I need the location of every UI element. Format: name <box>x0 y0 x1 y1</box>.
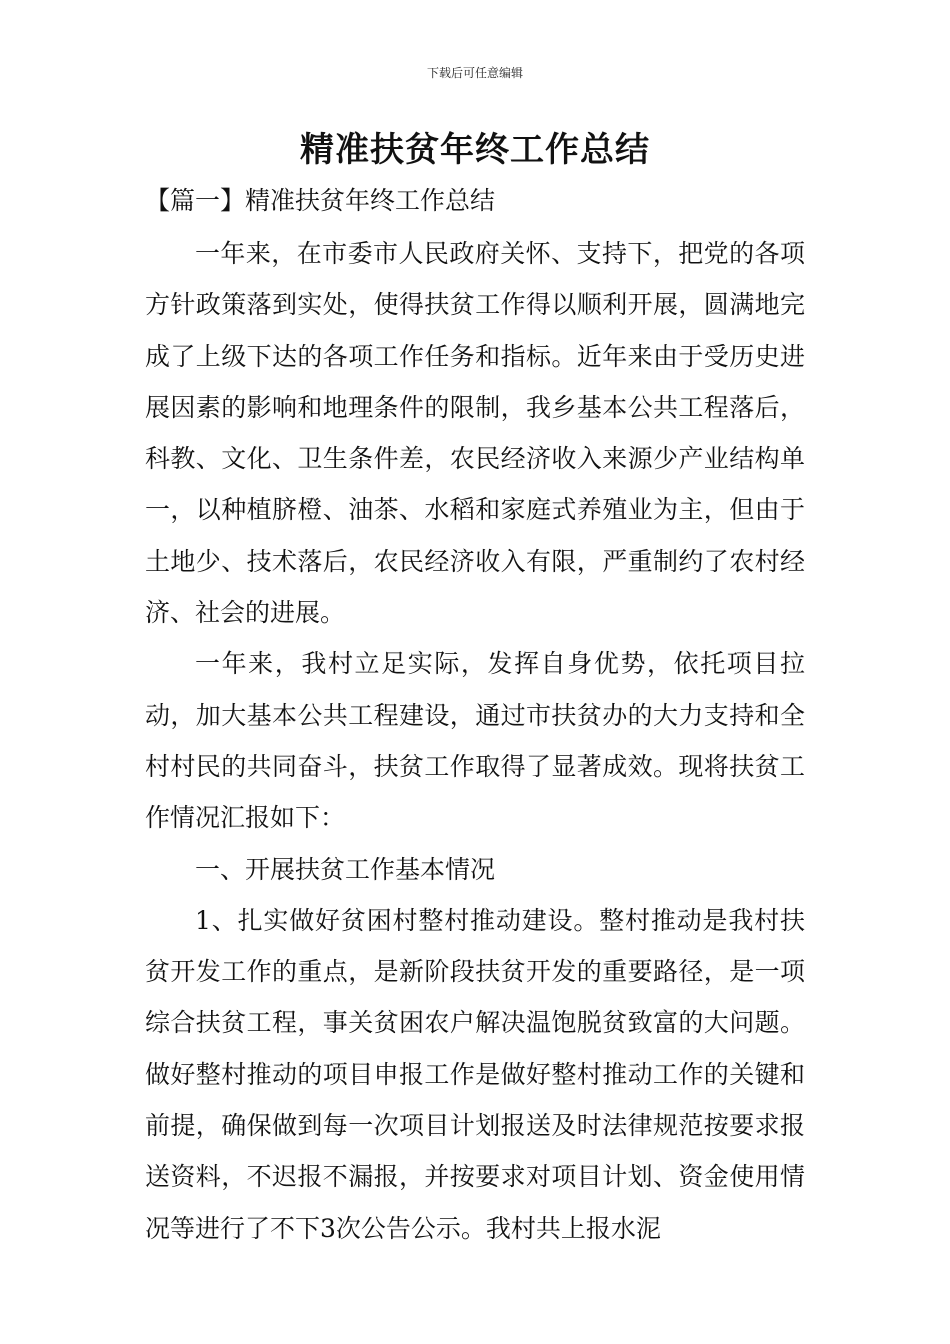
paragraph-intro: 一年来，在市委市人民政府关怀、支持下，把党的各项方针政策落到实处，使得扶贫工作得以顺利开展，圆满地完成了上级下达的各项工作任务和指标。近年来由于受历史进展因素的影响和地理条件的限制，我乡基本公共工程落后，科教、文化、卫生条件差，农民经济收入来源少产业结构单一，以种植脐橙、油茶、水稻和家庭式养殖业为主，但由于土地少、技术落后，农民经济收入有限，严重制约了农村经济、社会的进展。 <box>145 239 805 628</box>
paragraph-summary: 一年来，我村立足实际，发挥自身优势，依托项目拉动，加大基本公共工程建设，通过市扶贫办的大力支持和全村村民的共同奋斗，扶贫工作取得了显著成效。现将扶贫工作情况汇报如下： <box>145 649 805 833</box>
subheading-basic-situation: 一、开展扶贫工作基本情况 <box>195 854 496 884</box>
page-header-note: 下载后可任意编辑 <box>426 66 523 80</box>
paragraph-item-1: 1、扎实做好贫困村整村推动建设。整村推动是我村扶贫开发工作的重点，是新阶段扶贫开发的重要路径，是一项综合扶贫工程，事关贫困农户解决温饱脱贫致富的大问题。做好整村推动的项目申报工作是做好整村推动工作的关键和前提，确保做到每一次项目计划报送及时法律规范按要求报送资料，不迟报不漏报，并按要求对项目计划、资金使用情况等进行了不下3次公告公示。我村共上报水泥 <box>145 905 805 1243</box>
document-body <box>145 228 805 1254</box>
document-title: 精准扶贫年终工作总结 <box>300 130 650 170</box>
section-heading: 【篇一】精准扶贫年终工作总结 <box>145 186 496 215</box>
